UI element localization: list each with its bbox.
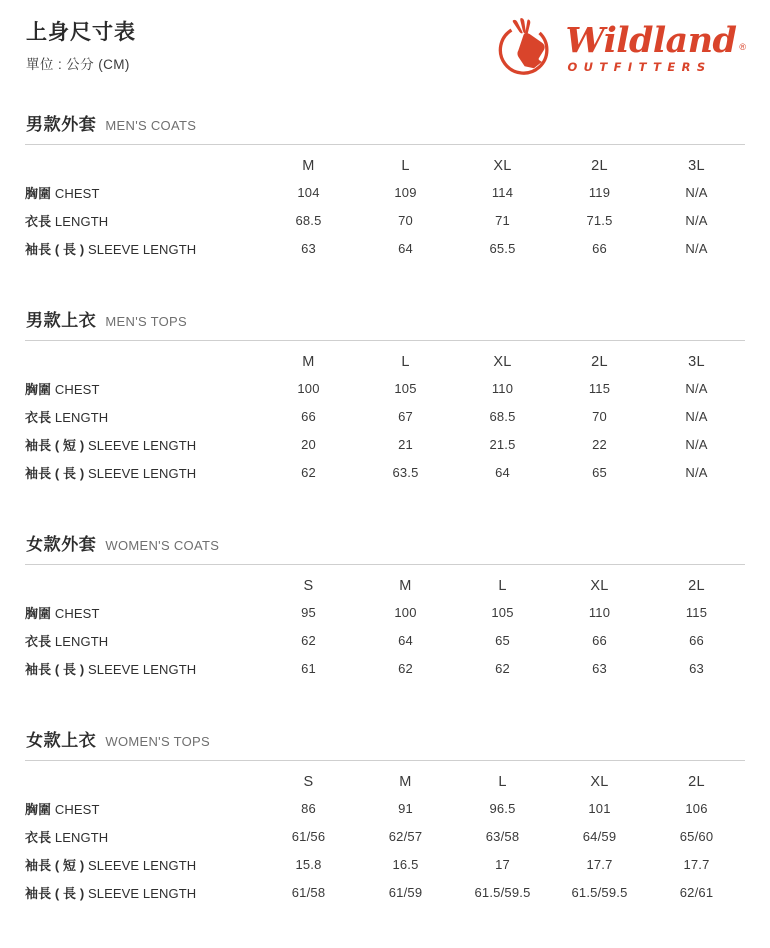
measurement-value: 70 xyxy=(398,212,413,228)
measurement-label-zh: 衣長 xyxy=(25,633,52,649)
measurement-label-zh: 袖長 ( 長 ) xyxy=(25,661,85,677)
section-spacer xyxy=(0,262,770,306)
measurement-value: 62 xyxy=(301,464,316,480)
measurement-label-zh: 胸圍 xyxy=(25,801,52,817)
corner-cell xyxy=(25,341,260,374)
measurement-value: 17 xyxy=(495,856,510,872)
measurement-value: 110 xyxy=(491,380,514,396)
measurement-value: 63 xyxy=(301,240,316,256)
table-row xyxy=(25,234,745,262)
measurement-value: 63/58 xyxy=(485,828,520,844)
section-mens-tops xyxy=(0,306,770,486)
measurement-value: 70 xyxy=(592,408,607,424)
measurement-value: 62 xyxy=(398,660,413,676)
measurement-value: 101 xyxy=(588,800,611,816)
section-heading xyxy=(25,726,745,751)
measurement-label-zh: 袖長 ( 短 ) xyxy=(25,437,85,453)
measurement-value: 66 xyxy=(592,240,607,256)
table-row xyxy=(25,598,745,626)
measurement-value: 91 xyxy=(398,800,413,816)
measurement-label-en: LENGTH xyxy=(54,829,109,845)
brand-logo xyxy=(495,16,747,80)
section-heading xyxy=(25,110,745,135)
section-womens-coats xyxy=(0,530,770,682)
table-header-row xyxy=(25,761,745,794)
measurement-value: 65.5 xyxy=(489,240,516,256)
section-heading xyxy=(25,306,745,331)
measurement-value: 65 xyxy=(495,632,510,648)
section-mens-coats xyxy=(0,110,770,262)
size-header-cell: S xyxy=(303,578,314,594)
size-header-cell: 2L xyxy=(591,354,608,370)
measurement-value: 63.5 xyxy=(392,464,419,480)
size-header-cell: XL xyxy=(493,354,512,370)
measurement-value: 21.5 xyxy=(489,436,516,452)
measurement-value: 63 xyxy=(592,660,607,676)
measurement-label-en: CHEST xyxy=(54,605,100,621)
logo-wordmark-row xyxy=(565,19,747,61)
measurement-label xyxy=(25,234,260,262)
size-header-cell: M xyxy=(399,774,412,790)
measurement-label xyxy=(25,626,260,654)
measurement-value: 61/58 xyxy=(291,884,326,900)
measurement-value: 61.5/59.5 xyxy=(571,884,628,900)
measurement-value: 106 xyxy=(685,800,708,816)
measurement-label-en: SLEEVE LENGTH xyxy=(88,885,197,901)
size-header-cell: L xyxy=(401,158,410,174)
measurement-value: N/A xyxy=(685,212,708,228)
measurement-value: 95 xyxy=(301,604,316,620)
measurement-value: 68.5 xyxy=(489,408,516,424)
measurement-value: 62 xyxy=(495,660,510,676)
measurement-value: 61/59 xyxy=(388,884,423,900)
measurement-value: 68.5 xyxy=(295,212,322,228)
measurement-value: 17.7 xyxy=(586,856,613,872)
section-title-zh: 男款上衣 xyxy=(26,311,97,330)
size-header-cell: M xyxy=(302,354,315,370)
measurement-label-en: LENGTH xyxy=(54,409,109,425)
measurement-label-zh: 袖長 ( 長 ) xyxy=(25,241,85,257)
logo-wordmark: Wildland xyxy=(565,19,737,61)
measurement-value: 63 xyxy=(689,660,704,676)
section-title-en: WOMEN'S COATS xyxy=(105,538,220,553)
table-row xyxy=(25,374,745,402)
page-title: 上身尺寸表 xyxy=(26,21,136,44)
size-header-cell: L xyxy=(498,578,507,594)
measurement-value: 66 xyxy=(689,632,704,648)
measurement-value: N/A xyxy=(685,408,708,424)
size-header-cell: XL xyxy=(590,774,609,790)
measurement-label-en: SLEEVE LENGTH xyxy=(88,661,197,677)
size-header-cell: 2L xyxy=(591,158,608,174)
measurement-label xyxy=(25,374,260,402)
measurement-label xyxy=(25,822,260,850)
measurement-value: 61 xyxy=(301,660,316,676)
size-header-cell: XL xyxy=(590,578,609,594)
measurement-label-en: LENGTH xyxy=(54,633,109,649)
measurement-value: 22 xyxy=(592,436,607,452)
measurement-value: 66 xyxy=(301,408,316,424)
measurement-value: 71 xyxy=(495,212,510,228)
measurement-value: 100 xyxy=(394,604,417,620)
table-row xyxy=(25,402,745,430)
measurement-value: 115 xyxy=(685,604,708,620)
measurement-label-zh: 袖長 ( 長 ) xyxy=(25,885,85,901)
measurement-value: 16.5 xyxy=(392,856,419,872)
measurement-label xyxy=(25,178,260,206)
measurement-label-zh: 衣長 xyxy=(25,829,52,845)
size-header-cell: L xyxy=(498,774,507,790)
measurement-value: 114 xyxy=(491,184,514,200)
measurement-label-en: SLEEVE LENGTH xyxy=(88,437,197,453)
corner-cell xyxy=(25,565,260,598)
table-row xyxy=(25,878,745,906)
measurement-label xyxy=(25,458,260,486)
measurement-value: 15.8 xyxy=(295,856,322,872)
section-spacer xyxy=(0,682,770,726)
measurement-value: 105 xyxy=(394,380,417,396)
table-row xyxy=(25,206,745,234)
measurement-label xyxy=(25,430,260,458)
size-header-cell: XL xyxy=(493,158,512,174)
deer-head-in-circle-icon xyxy=(495,16,557,80)
section-title-zh: 女款外套 xyxy=(26,535,97,554)
table-row xyxy=(25,458,745,486)
measurement-value: 66 xyxy=(592,632,607,648)
measurement-value: 64 xyxy=(495,464,510,480)
table-row xyxy=(25,822,745,850)
size-header-cell: S xyxy=(303,774,314,790)
measurement-label-zh: 袖長 ( 長 ) xyxy=(25,465,85,481)
measurement-label xyxy=(25,850,260,878)
measurement-value: N/A xyxy=(685,240,708,256)
measurement-value: 71.5 xyxy=(586,212,613,228)
logo-tagline: OUTFITTERS xyxy=(567,60,712,75)
size-header-cell: M xyxy=(302,158,315,174)
measurement-value: 104 xyxy=(297,184,320,200)
measurement-value: 64/59 xyxy=(582,828,617,844)
size-header-cell: 2L xyxy=(688,774,705,790)
size-table-womens-coats xyxy=(25,565,745,682)
measurement-value: N/A xyxy=(685,436,708,452)
table-row xyxy=(25,178,745,206)
corner-cell xyxy=(25,145,260,178)
measurement-value: 61/56 xyxy=(291,828,326,844)
measurement-value: 65/60 xyxy=(679,828,714,844)
measurement-label-zh: 衣長 xyxy=(25,409,52,425)
measurement-value: 105 xyxy=(491,604,514,620)
table-header-row xyxy=(25,145,745,178)
table-header-row xyxy=(25,341,745,374)
table-row xyxy=(25,430,745,458)
section-spacer xyxy=(0,486,770,530)
measurement-label-en: CHEST xyxy=(54,185,100,201)
registered-trademark-icon: ® xyxy=(739,41,746,52)
measurement-label xyxy=(25,402,260,430)
measurement-value: 100 xyxy=(297,380,320,396)
page-header xyxy=(0,0,770,110)
measurement-label-zh: 胸圍 xyxy=(25,185,52,201)
measurement-label xyxy=(25,794,260,822)
measurement-label xyxy=(25,206,260,234)
table-row xyxy=(25,654,745,682)
size-header-cell: M xyxy=(399,578,412,594)
measurement-label-zh: 衣長 xyxy=(25,213,52,229)
logo-text xyxy=(565,19,747,75)
measurement-value: 61.5/59.5 xyxy=(474,884,531,900)
measurement-value: N/A xyxy=(685,464,708,480)
measurement-value: N/A xyxy=(685,184,708,200)
measurement-value: 65 xyxy=(592,464,607,480)
measurement-label-en: LENGTH xyxy=(54,213,109,229)
measurement-label-en: CHEST xyxy=(54,381,100,397)
section-title-en: MEN'S COATS xyxy=(105,118,197,133)
measurement-label-en: SLEEVE LENGTH xyxy=(88,465,197,481)
section-womens-tops xyxy=(0,726,770,906)
measurement-value: 67 xyxy=(398,408,413,424)
measurement-label-zh: 胸圍 xyxy=(25,605,52,621)
table-row xyxy=(25,850,745,878)
corner-cell xyxy=(25,761,260,794)
measurement-value: 109 xyxy=(394,184,417,200)
measurement-value: 86 xyxy=(301,800,316,816)
section-title-zh: 男款外套 xyxy=(26,115,97,134)
section-title-en: WOMEN'S TOPS xyxy=(105,734,210,749)
measurement-value: 115 xyxy=(588,380,611,396)
measurement-value: N/A xyxy=(685,380,708,396)
measurement-value: 62/61 xyxy=(679,884,714,900)
measurement-value: 64 xyxy=(398,240,413,256)
measurement-label-zh: 胸圍 xyxy=(25,381,52,397)
size-header-cell: 3L xyxy=(688,158,705,174)
section-title-zh: 女款上衣 xyxy=(26,731,97,750)
size-header-cell: 2L xyxy=(688,578,705,594)
size-header-cell: L xyxy=(401,354,410,370)
section-heading xyxy=(25,530,745,555)
measurement-label xyxy=(25,878,260,906)
measurement-value: 17.7 xyxy=(683,856,710,872)
table-header-row xyxy=(25,565,745,598)
title-block xyxy=(26,20,136,73)
measurement-value: 64 xyxy=(398,632,413,648)
section-title-en: MEN'S TOPS xyxy=(105,314,187,329)
size-table-mens-tops xyxy=(25,341,745,486)
unit-note: 單位 : 公分 (CM) xyxy=(26,57,130,73)
measurement-label-en: CHEST xyxy=(54,801,100,817)
measurement-value: 96.5 xyxy=(489,800,516,816)
measurement-label xyxy=(25,598,260,626)
measurement-value: 62/57 xyxy=(388,828,423,844)
measurement-label xyxy=(25,654,260,682)
table-row xyxy=(25,626,745,654)
size-table-mens-coats xyxy=(25,145,745,262)
size-table-womens-tops xyxy=(25,761,745,906)
measurement-label-zh: 袖長 ( 短 ) xyxy=(25,857,85,873)
measurement-value: 21 xyxy=(398,436,413,452)
measurement-value: 110 xyxy=(588,604,611,620)
size-header-cell: 3L xyxy=(688,354,705,370)
table-row xyxy=(25,794,745,822)
measurement-value: 20 xyxy=(301,436,316,452)
measurement-label-en: SLEEVE LENGTH xyxy=(88,857,197,873)
measurement-value: 62 xyxy=(301,632,316,648)
measurement-value: 119 xyxy=(588,184,611,200)
measurement-label-en: SLEEVE LENGTH xyxy=(88,241,197,257)
